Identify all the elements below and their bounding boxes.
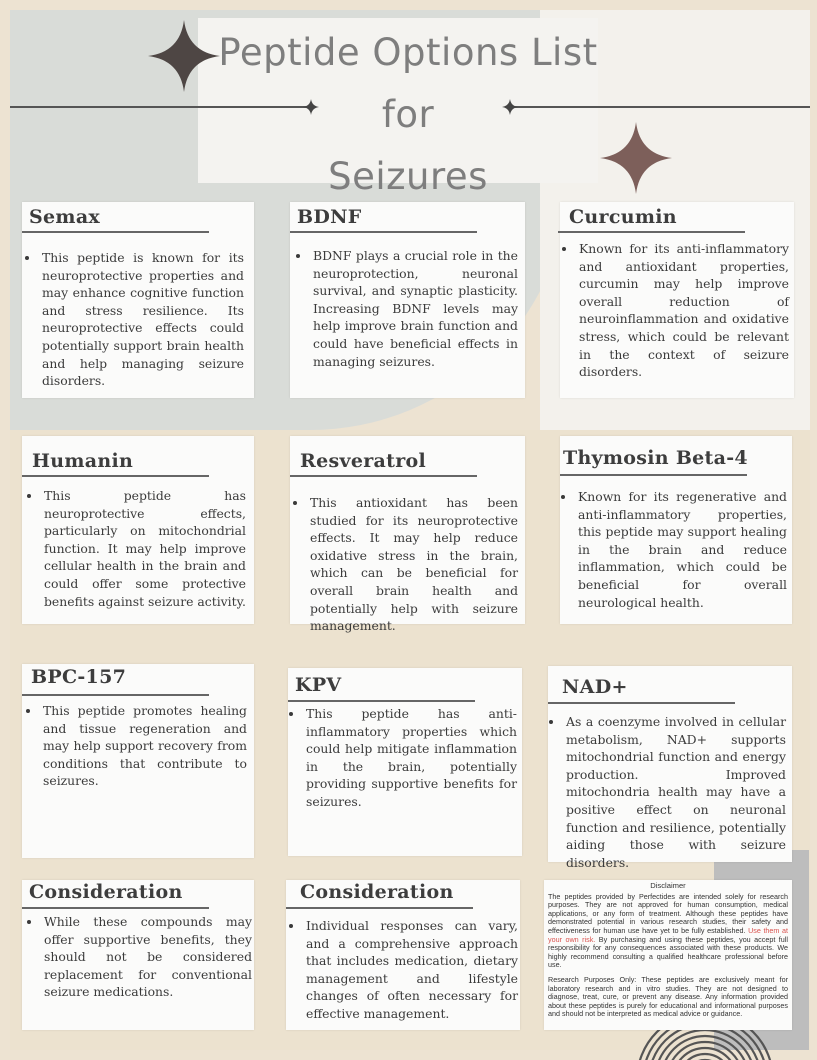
card-title: BPC-157 bbox=[31, 666, 127, 688]
card-text: • Individual responses can vary, and a comprehensive approach that includes medication, dietary management and lifestyle changes of often necessary for effective management. bbox=[288, 917, 518, 1023]
title-line-2: for bbox=[381, 93, 435, 136]
card-underline bbox=[558, 231, 745, 233]
card-title: Semax bbox=[29, 206, 101, 228]
card-underline bbox=[290, 475, 477, 477]
card-underline bbox=[560, 474, 747, 476]
card-title: Humanin bbox=[32, 450, 134, 472]
card-underline bbox=[286, 907, 473, 909]
small-star-icon bbox=[502, 99, 518, 115]
small-star-icon bbox=[303, 99, 319, 115]
card-underline bbox=[22, 231, 209, 233]
four-point-star-icon bbox=[600, 122, 672, 194]
card-title: NAD+ bbox=[562, 676, 628, 698]
card-title: Consideration bbox=[29, 881, 183, 903]
card-text: • While these compounds may offer supportive benefits, they should not be considered replacement for conventional seizure medications. bbox=[26, 913, 252, 1001]
card-title: BDNF bbox=[297, 206, 362, 228]
card-text: • This peptide has anti-inflammatory properties which could help mitigate inflammation in the brain, potentially providing supportive benefits for seizures. bbox=[288, 705, 517, 811]
card-underline bbox=[22, 907, 209, 909]
title-rule-left bbox=[10, 106, 310, 108]
title-line-1: Peptide Options List bbox=[218, 31, 598, 74]
card-text: • As a coenzyme involved in cellular metabolism, NAD+ supports mitochondrial function and energy production. Improved mitochondria health may have a positive effect on neuronal function and resilience, potentially aiding those with seizure disorders. bbox=[548, 713, 786, 871]
card-text: • BDNF plays a crucial role in the neuroprotection, neuronal survival, and synaptic plasticity. Increasing BDNF levels may help improve brain function and could have beneficial effects in managing seizures. bbox=[295, 247, 518, 370]
card-text: • This antioxidant has been studied for its neuroprotective effects. It may help reduce oxidative stress in the brain, which can be beneficial for overall brain health and potentially help with seizure management. bbox=[292, 494, 518, 635]
card-text: • Known for its regenerative and anti-inflammatory properties, this peptide may support healing in the brain and reduce inflammation, which could be beneficial for overall neurological health. bbox=[560, 488, 787, 611]
card-title: Thymosin Beta-4 bbox=[563, 447, 748, 469]
card-underline bbox=[290, 231, 477, 233]
disclaimer-paragraph-1: The peptides provided by Perfectides are intended solely for research purposes. They are not approved for human consumption, medical applications, or any form of treatment. Although these peptides have demonstrated potential in various research studies, their safety and effectiveness for human use have yet to be fully established. Use them at your own risk. By purchasing and using these peptides, you accept full responsibility for any consequences associated with these products. We highly recommend consulting a qualified healthcare professional before use. bbox=[548, 891, 789, 970]
card-title: KPV bbox=[295, 674, 342, 696]
risk-warning: Use them at your own risk. bbox=[548, 925, 789, 944]
disclaimer-heading: Disclaimer bbox=[650, 881, 686, 890]
card-title: Consideration bbox=[300, 881, 454, 903]
card-title: Resveratrol bbox=[300, 450, 427, 472]
disclaimer bbox=[548, 882, 788, 1025]
card-text: • This peptide has neuroprotective effects, particularly on mitochondrial function. It may help improve cellular health in the brain and could offer some protective benefits against seizure activity. bbox=[26, 487, 246, 610]
card-text: • Known for its anti-inflammatory and antioxidant properties, curcumin may help improve overall reduction of neuroinflammation and oxidative stress, which could be relevant in the context of seizure disorders. bbox=[561, 240, 789, 381]
four-point-star-icon bbox=[148, 20, 220, 92]
title-rule-right bbox=[510, 106, 810, 108]
card-underline bbox=[22, 694, 209, 696]
card-text: • This peptide promotes healing and tissue regeneration and may help support recovery from conditions that contribute to seizures. bbox=[25, 702, 247, 790]
card-text: • This peptide is known for its neuroprotective properties and may enhance cognitive function and stress resilience. Its neuroprotective effects could potentially support brain health and help managing seizure disorders. bbox=[24, 249, 244, 390]
card-underline bbox=[22, 475, 209, 477]
disclaimer-paragraph-2: Research Purposes Only: These peptides are exclusively meant for laboratory research and in vitro studies. They are not designed to diagnose, treat, cure, or prevent any disease. Any information provided about these peptides is purely for educational and informational purposes and should not be interpreted as medical advice or guidance. bbox=[548, 974, 788, 1019]
card-underline bbox=[288, 700, 475, 702]
title-line-3: Seizures bbox=[328, 155, 488, 198]
card-title: Curcumin bbox=[569, 206, 677, 228]
page-title bbox=[198, 22, 618, 208]
card-underline bbox=[548, 702, 735, 704]
